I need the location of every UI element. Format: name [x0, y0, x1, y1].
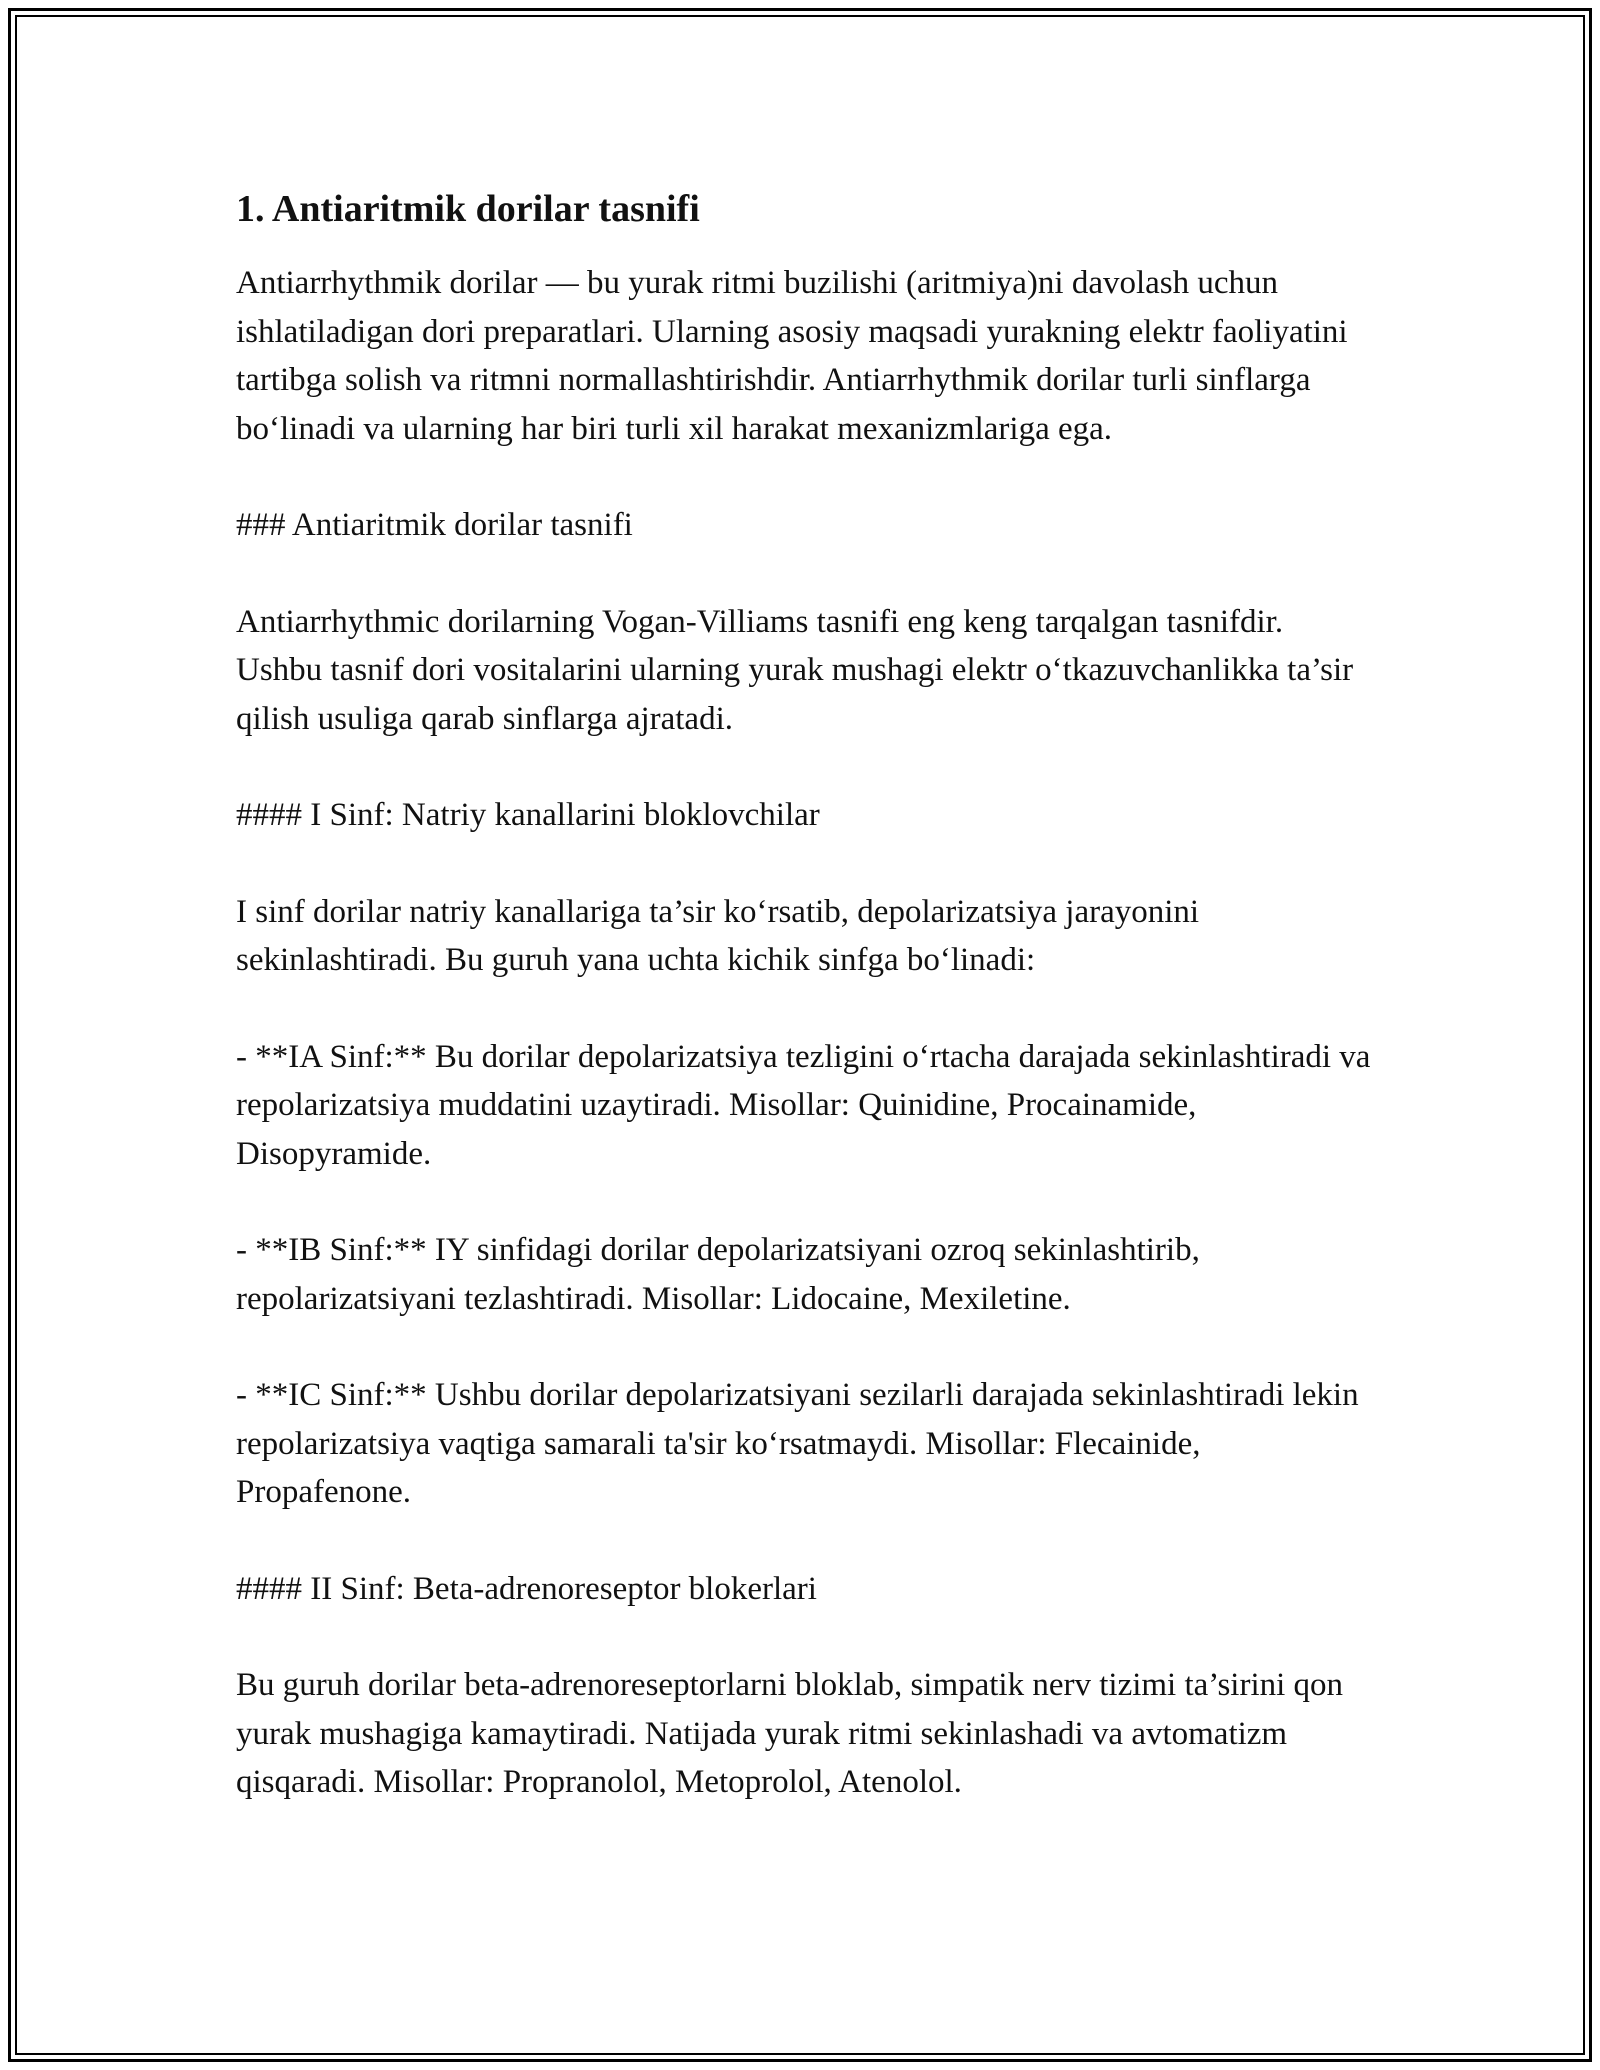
class-ic-item: - **IC Sinf:** Ushbu dorilar depolarizatsiyani sezilarli darajada sekinlashtiradi lekin repolarizatsiya vaqtiga samarali ta'sir ko‘rsatmaydi. Misollar: Flecainide, Propafenone. — [236, 1377, 1359, 1510]
class-i-heading: #### I Sinf: Natriy kanallarini bloklovchilar — [236, 797, 820, 833]
intro-paragraph: Antiarrhythmik dorilar — bu yurak ritmi buzilishi (aritmiya)ni davolash uchun ishlatiladigan dori preparatlari. Ularning asosiy maqsadi yurakning elektr faoliyatini tartibga solish va ritmni normallashtirishdir. Antiarrhythmik dorilar turli sinflarga bo‘linadi va ularning har biri turli xil harakat mexanizmlariga ega. — [236, 265, 1348, 447]
section-heading-classification: ### Antiaritmik dorilar tasnifi — [236, 507, 633, 543]
class-ia-item: - **IA Sinf:** Bu dorilar depolarizatsiya tezligini o‘rtacha darajada sekinlashtiradi va repolarizatsiya muddatini uzaytiradi. Misollar: Quinidine, Procainamide, Disopyramide. — [236, 1038, 1371, 1172]
class-i-paragraph: I sinf dorilar natriy kanallariga ta’sir ko‘rsatib, depolarizatsiya jarayonini sekinlashtiradi. Bu guruh yana uchta kichik sinfga bo‘linadi: — [236, 893, 1200, 978]
class-ib-item: - **IB Sinf:** IY sinfidagi dorilar depolarizatsiyani ozroq sekinlashtirib, repolarizatsiyani tezlashtiradi. Misollar: Lidocaine, Mexiletine. — [236, 1232, 1200, 1317]
class-ii-heading: #### II Sinf: Beta-adrenoreseptor blokerlari — [236, 1570, 817, 1607]
class-ii-paragraph: Bu guruh dorilar beta-adrenoreseptorlarni bloklab, simpatik nerv tizimi ta’sirini qon yurak mushagiga kamaytiradi. Natijada yurak ritmi sekinlashadi va avtomatizm qisqaradi. Misollar: Propranolol, Metoprolol, Atenolol. — [236, 1667, 1344, 1800]
document-body — [236, 185, 1376, 1855]
classification-paragraph: Antiarrhythmic dorilarning Vogan-Villiams tasnifi eng keng tarqalgan tasnifdir. Ushbu tasnif dori vositalarini ularning yurak mushagi elektr o‘tkazuvchanlikka ta’sir qilish usuliga qarab sinflarga ajratadi. — [236, 603, 1354, 737]
document-title: 1. Antiaritmik dorilar tasnifi — [236, 188, 700, 230]
